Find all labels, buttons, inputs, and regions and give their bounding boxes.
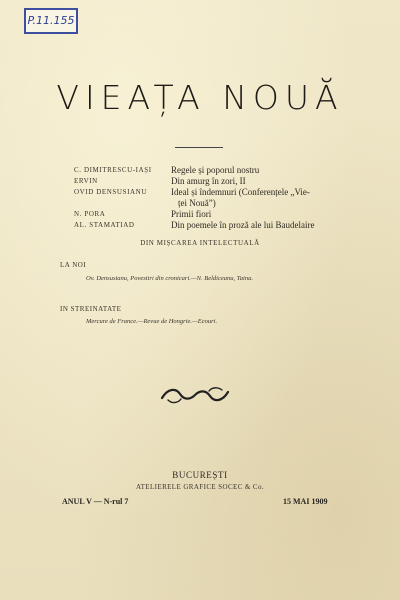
toc-row	[74, 220, 394, 231]
toc-author: ERVIN	[74, 177, 98, 185]
imprint-press: ATELIERELE GRAFICE SOCEC & Co.	[135, 483, 265, 491]
toc-row	[74, 187, 394, 198]
issue-date: 15 MAI 1909	[283, 497, 328, 506]
toc-work: Din poemele în proză ale lui Baudelaire	[171, 220, 315, 230]
streinatate-label: IN STREINATATE	[60, 305, 122, 313]
toc-author: OVID DENSUSIANU	[74, 188, 147, 196]
title-underline-rule	[175, 147, 223, 148]
imprint-city: BUCUREȘTI	[172, 470, 228, 480]
la-noi-label: LA NOI	[60, 261, 87, 269]
toc-row	[74, 198, 394, 209]
toc-author: C. DIMITRESCU-IAȘI	[74, 166, 152, 174]
section-heading: DIN MIȘCAREA INTELECTUALĂ	[140, 239, 260, 247]
table-of-contents	[74, 165, 394, 231]
toc-author: AL. STAMATIAD	[74, 221, 135, 229]
toc-row	[74, 176, 394, 187]
streinatate-line: Mercure de France.—Revue de Hongrie.—Ecouri.	[86, 318, 218, 325]
toc-work: Ideal și îndemnuri (Conferențele „Vie-	[171, 187, 310, 197]
library-stamp: P.11.155	[24, 8, 78, 34]
toc-row	[74, 209, 394, 220]
toc-author: N. PORA	[74, 210, 106, 218]
toc-row	[74, 165, 394, 176]
toc-work: Din amurg în zori, II	[171, 176, 246, 186]
toc-work: Primii fiori	[171, 209, 212, 219]
toc-work: ței Nouă”)	[178, 198, 216, 208]
journal-title: VIEAȚA NOUĂ	[56, 78, 344, 117]
ornament-icon	[158, 384, 232, 406]
toc-work: Regele și poporul nostru	[171, 165, 260, 175]
issue-number: ANUL V — N-rul 7	[62, 497, 129, 506]
la-noi-line: Ov. Densusianu, Povestiri din cronicari.—N. Beldiceanu, Taina.	[86, 275, 253, 282]
